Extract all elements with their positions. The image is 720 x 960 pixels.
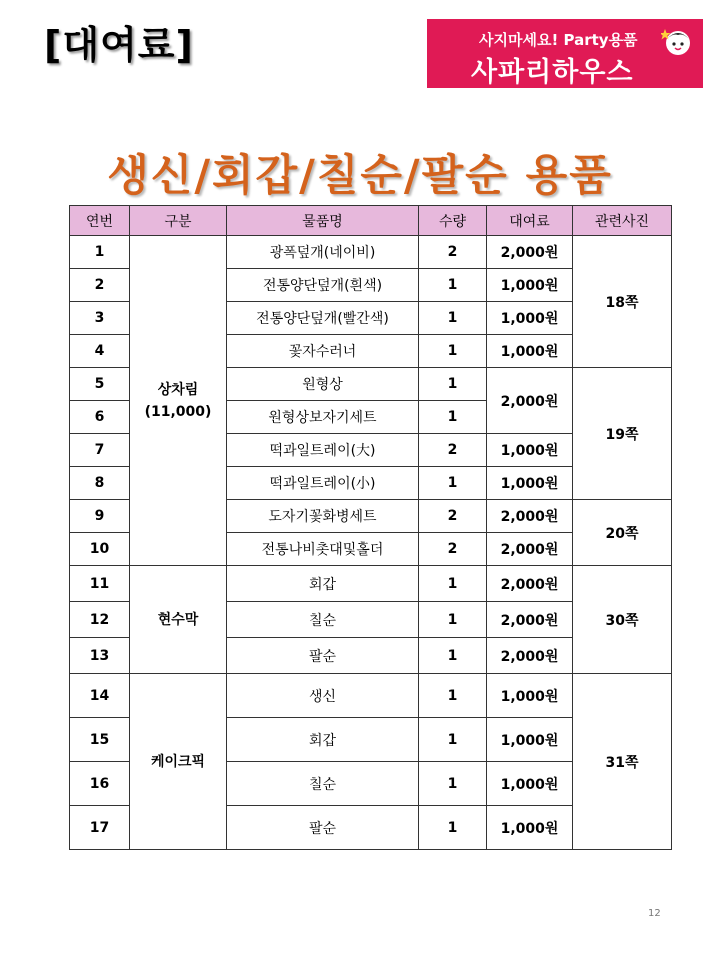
row-number: 3 <box>70 302 130 335</box>
row-number: 6 <box>70 401 130 434</box>
item-name: 회갑 <box>227 718 419 762</box>
item-name: 칠순 <box>227 762 419 806</box>
rental-fee: 2,000원 <box>487 368 573 434</box>
table-header-row <box>70 206 672 236</box>
item-name: 팔순 <box>227 638 419 674</box>
page-label: [대여료] <box>44 23 194 67</box>
table-row <box>70 236 672 269</box>
brand-slogan: 사지마세요! Party용품 <box>479 31 638 49</box>
photo-page: 20쪽 <box>573 500 672 566</box>
table-row <box>70 566 672 602</box>
row-number: 10 <box>70 533 130 566</box>
item-name: 원형상보자기세트 <box>227 401 419 434</box>
category-cell <box>130 566 227 674</box>
quantity: 1 <box>419 806 487 850</box>
category-cell <box>130 236 227 566</box>
row-number: 1 <box>70 236 130 269</box>
page-title: 생신/회갑/칠순/팔순 용품 <box>107 151 613 201</box>
header-item: 물품명 <box>227 206 419 236</box>
quantity: 1 <box>419 602 487 638</box>
brand-name: 사파리하우스 <box>471 57 634 88</box>
item-name: 팔순 <box>227 806 419 850</box>
row-number: 2 <box>70 269 130 302</box>
photo-page: 30쪽 <box>573 566 672 674</box>
rental-fee: 2,000원 <box>487 638 573 674</box>
rental-fee: 2,000원 <box>487 566 573 602</box>
item-name: 생신 <box>227 674 419 718</box>
photo-page: 19쪽 <box>573 368 672 500</box>
quantity: 2 <box>419 500 487 533</box>
photo-page: 31쪽 <box>573 674 672 850</box>
item-name: 전통나비촛대및홀더 <box>227 533 419 566</box>
item-name: 떡과일트레이(小) <box>227 467 419 500</box>
row-number: 4 <box>70 335 130 368</box>
quantity: 1 <box>419 718 487 762</box>
item-name: 회갑 <box>227 566 419 602</box>
row-number: 17 <box>70 806 130 850</box>
category-label: 상차림 <box>157 381 199 398</box>
item-name: 전통양단덮개(빨간색) <box>227 302 419 335</box>
rental-fee: 1,000원 <box>487 269 573 302</box>
quantity: 1 <box>419 401 487 434</box>
rental-fee: 1,000원 <box>487 335 573 368</box>
row-number: 11 <box>70 566 130 602</box>
rental-fee: 1,000원 <box>487 302 573 335</box>
item-name: 꽃자수러너 <box>227 335 419 368</box>
quantity: 1 <box>419 269 487 302</box>
row-number: 12 <box>70 602 130 638</box>
quantity: 2 <box>419 434 487 467</box>
header-fee: 대여료 <box>487 206 573 236</box>
quantity: 1 <box>419 762 487 806</box>
page-number: 12 <box>648 908 661 919</box>
item-name: 떡과일트레이(大) <box>227 434 419 467</box>
item-name: 광폭덮개(네이비) <box>227 236 419 269</box>
quantity: 2 <box>419 533 487 566</box>
row-number: 7 <box>70 434 130 467</box>
rental-table <box>69 205 672 850</box>
quantity: 1 <box>419 302 487 335</box>
row-number: 14 <box>70 674 130 718</box>
category-label: 케이크픽 <box>150 753 206 770</box>
quantity: 1 <box>419 467 487 500</box>
header-number: 연번 <box>70 206 130 236</box>
row-number: 5 <box>70 368 130 401</box>
rental-fee: 2,000원 <box>487 500 573 533</box>
rental-fee: 2,000원 <box>487 533 573 566</box>
quantity: 2 <box>419 236 487 269</box>
category-price: (11,000) <box>144 403 212 420</box>
rental-fee: 1,000원 <box>487 762 573 806</box>
row-number: 15 <box>70 718 130 762</box>
brand-banner <box>427 19 703 88</box>
row-number: 16 <box>70 762 130 806</box>
category-label: 현수막 <box>157 611 199 628</box>
header-quantity: 수량 <box>419 206 487 236</box>
table-row <box>70 674 672 718</box>
category-cell <box>130 674 227 850</box>
item-name: 칠순 <box>227 602 419 638</box>
mascot-icon <box>661 25 695 59</box>
rental-fee: 1,000원 <box>487 434 573 467</box>
quantity: 1 <box>419 566 487 602</box>
rental-fee: 1,000원 <box>487 467 573 500</box>
rental-fee: 1,000원 <box>487 806 573 850</box>
header-category: 구분 <box>130 206 227 236</box>
item-name: 도자기꽃화병세트 <box>227 500 419 533</box>
rental-fee: 1,000원 <box>487 674 573 718</box>
quantity: 1 <box>419 674 487 718</box>
item-name: 전통양단덮개(흰색) <box>227 269 419 302</box>
rental-fee: 2,000원 <box>487 602 573 638</box>
rental-fee: 1,000원 <box>487 718 573 762</box>
item-name: 원형상 <box>227 368 419 401</box>
quantity: 1 <box>419 368 487 401</box>
row-number: 8 <box>70 467 130 500</box>
quantity: 1 <box>419 335 487 368</box>
rental-fee: 2,000원 <box>487 236 573 269</box>
photo-page: 18쪽 <box>573 236 672 368</box>
row-number: 9 <box>70 500 130 533</box>
header-photo: 관련사진 <box>573 206 672 236</box>
row-number: 13 <box>70 638 130 674</box>
quantity: 1 <box>419 638 487 674</box>
